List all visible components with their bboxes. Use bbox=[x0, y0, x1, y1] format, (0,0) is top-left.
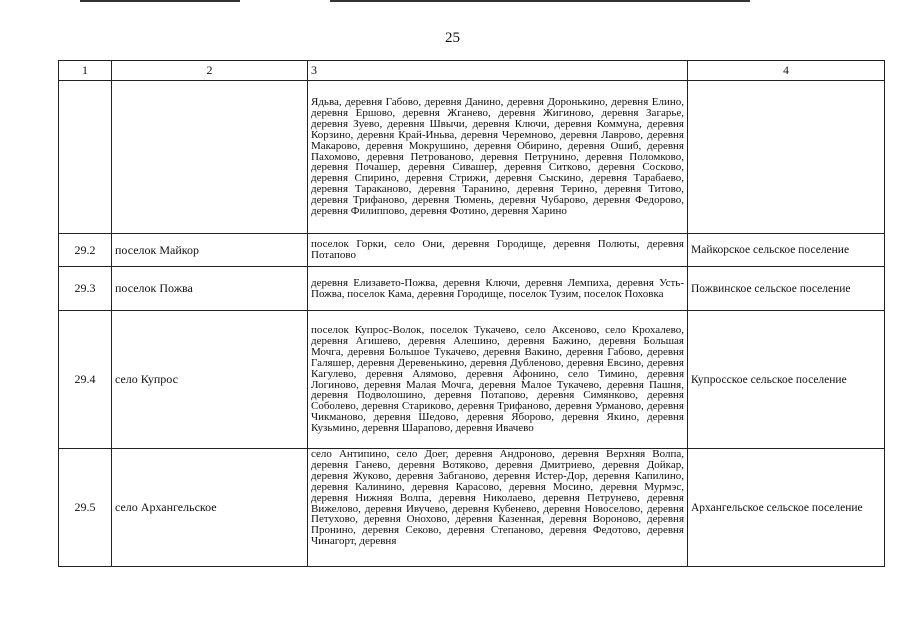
table-row bbox=[59, 81, 885, 234]
column-header-4: 4 bbox=[688, 61, 885, 81]
column-header-1: 1 bbox=[59, 61, 112, 81]
places-list: поселок Горки, село Они, деревня Городище, деревня Полюты, деревня Потапово bbox=[308, 234, 688, 267]
top-rule-left bbox=[80, 0, 240, 2]
admin-center: поселок Майкор bbox=[112, 234, 308, 267]
settlement-name: Майкорское сельское поселение bbox=[688, 234, 885, 267]
column-header-3: 3 bbox=[308, 61, 688, 81]
table-row bbox=[59, 234, 885, 267]
admin-center: поселок Пожва bbox=[112, 267, 308, 311]
places-list: поселок Купрос-Волок, поселок Тукачево, село Аксеново, село Крохалево, деревня Агишево, деревня Алешино, деревня Бажино, деревня Большая Мочга, деревня Большое Тукачево, деревня Вакино, деревня Габово, деревня Галяшер, деревня Деревенькино, деревня Дубленово, деревня Евсино, деревня Кагулево, деревня Алямово, деревня Афонино, село Тимино, деревня Логиново, деревня Малая Мочга, деревня Малое Тукачево, деревня Пашня, деревня Подволошино, деревня Потапово, деревня Симянково, деревня Соболево, деревня Стариково, деревня Трифаново, деревня Урманово, деревня Чикманово, деревня Шедово, деревня Яборово, деревня Якино, деревня Кузьмино, деревня Шарапово, деревня Ивачево bbox=[308, 311, 688, 449]
row-number: 29.2 bbox=[59, 234, 112, 267]
table-row bbox=[59, 449, 885, 567]
row-number: 29.5 bbox=[59, 449, 112, 567]
row-number: 29.4 bbox=[59, 311, 112, 449]
top-rule-right bbox=[330, 0, 750, 2]
admin-center bbox=[112, 81, 308, 234]
table-header-row bbox=[59, 61, 885, 81]
table-row bbox=[59, 267, 885, 311]
settlement-name: Архангельское сельское поселение bbox=[688, 449, 885, 567]
places-list: село Антипино, село Доег, деревня Андроново, деревня Верхняя Волпа, деревня Ганево, деревня Вотяково, деревня Дмитриево, деревня Дойкар, деревня Жуково, деревня Забганово, деревня Истер-Дор, деревня Капилино, деревня Калинино, деревня Карасово, деревня Мосино, деревня Мурмэс, деревня Нижняя Волпа, деревня Николаево, деревня Петрунево, деревня Вижелово, деревня Ивучево, деревня Кубенево, деревня Новоселово, деревня Петухово, деревня Онохово, деревня Казенная, деревня Вороново, деревня Пронино, деревня Секово, деревня Степаново, деревня Федотово, деревня Чинагорт, деревня bbox=[308, 449, 688, 567]
row-number: 29.3 bbox=[59, 267, 112, 311]
page-number: 25 bbox=[445, 30, 460, 46]
settlement-name: Купросское сельское поселение bbox=[688, 311, 885, 449]
column-header-2: 2 bbox=[112, 61, 308, 81]
admin-center: село Архангельское bbox=[112, 449, 308, 567]
places-list: Ядьва, деревня Габово, деревня Данино, деревня Доронькино, деревня Елино, деревня Ершово, деревня Жганево, деревня Жигиново, деревня Загарье, деревня Зуево, деревня Швычи, деревня Ключи, деревня Коммуна, деревня Корзино, деревня Край-Иньва, деревня Черемново, деревня Лаврово, деревня Макарово, деревня Мокрушино, деревня Обирино, деревня Ошиб, деревня Пахомово, деревня Петрованово, деревня Петрунино, деревня Поломково, деревня Почашер, деревня Сивашер, деревня Ситково, деревня Сосково, деревня Спирино, деревня Стрижи, деревня Сыскино, деревня Тарабаево, деревня Тараканово, деревня Таранино, деревня Терино, деревня Титово, деревня Трифаново, деревня Тюмень, деревня Чубарово, деревня Федорово, деревня Филиппово, деревня Фотино, деревня Харино bbox=[308, 81, 688, 234]
settlements-table bbox=[58, 60, 885, 567]
places-list: деревня Елизавето-Пожва, деревня Ключи, деревня Лемпиха, деревня Усть-Пожва, поселок Кама, деревня Городище, поселок Тузим, поселок Поховка bbox=[308, 267, 688, 311]
settlement-name bbox=[688, 81, 885, 234]
settlement-name: Пожвинское сельское поселение bbox=[688, 267, 885, 311]
table-row bbox=[59, 311, 885, 449]
admin-center: село Купрос bbox=[112, 311, 308, 449]
row-number bbox=[59, 81, 112, 234]
